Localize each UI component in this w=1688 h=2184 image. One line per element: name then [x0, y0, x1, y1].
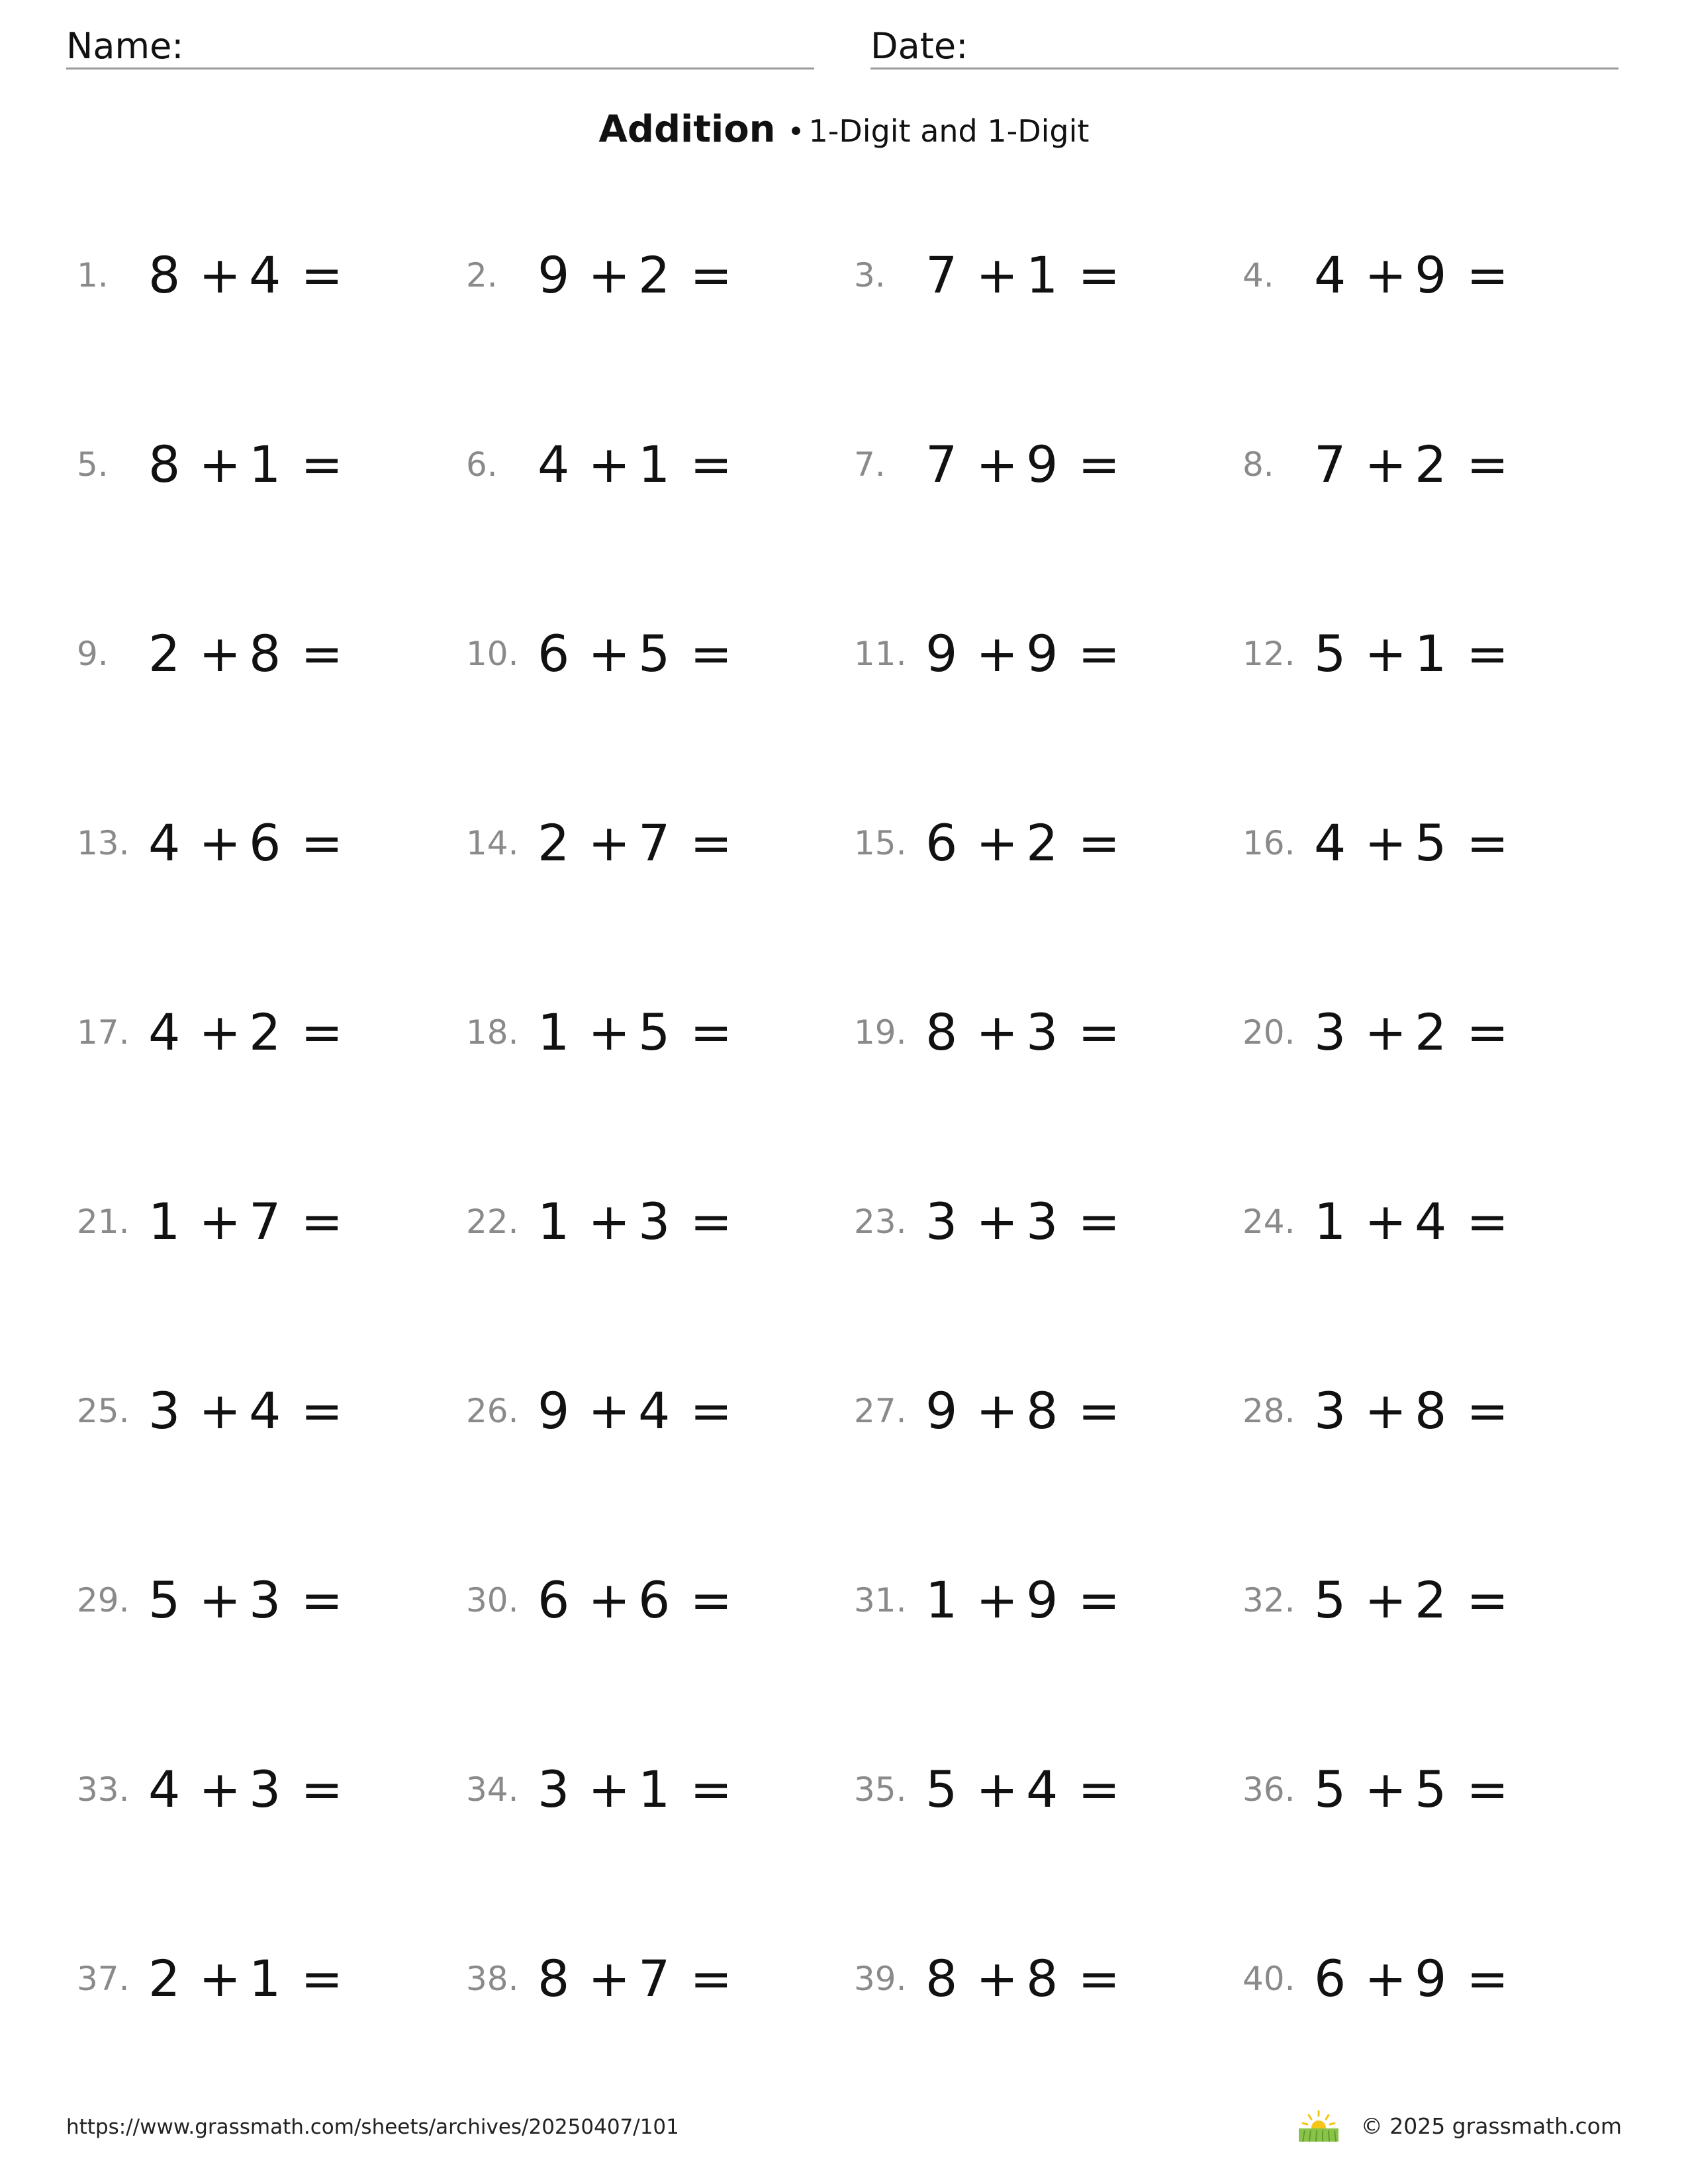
- plus-operator: +: [1364, 246, 1407, 304]
- problem-expression: [148, 1191, 343, 1252]
- problem-expression: [148, 813, 343, 874]
- plus-operator: +: [976, 624, 1019, 683]
- operand-b: 3: [249, 1570, 281, 1629]
- plus-operator: +: [588, 1760, 631, 1819]
- problem-expression: [1314, 813, 1509, 874]
- equals-sign: =: [1466, 813, 1509, 872]
- problem-item: [854, 1191, 1238, 1257]
- operand-a: 2: [148, 1949, 181, 2008]
- operand-b: 9: [1026, 435, 1058, 494]
- operand-a: 5: [1314, 624, 1346, 683]
- operand-a: 3: [538, 1760, 570, 1819]
- problem-item: [77, 1759, 461, 1825]
- problem-item: [854, 434, 1238, 500]
- equals-sign: =: [690, 1949, 733, 2008]
- problem-item: [854, 1759, 1238, 1825]
- problem-number: 29.: [77, 1581, 130, 1619]
- problem-expression: [925, 245, 1120, 306]
- problem-number: 20.: [1243, 1013, 1295, 1052]
- problem-item: [1243, 1381, 1626, 1447]
- operand-a: 3: [148, 1381, 181, 1440]
- equals-sign: =: [690, 1003, 733, 1062]
- operand-a: 4: [1314, 246, 1346, 304]
- problem-item: [466, 1759, 850, 1825]
- problem-expression: [148, 434, 343, 495]
- plus-operator: +: [1364, 1949, 1407, 2008]
- plus-operator: +: [199, 624, 242, 683]
- operand-b: 8: [1415, 1381, 1447, 1440]
- operand-b: 1: [638, 435, 671, 494]
- plus-operator: +: [588, 813, 631, 872]
- problem-item: [77, 1191, 461, 1257]
- equals-sign: =: [301, 624, 344, 683]
- equals-sign: =: [1466, 1570, 1509, 1629]
- equals-sign: =: [1078, 1381, 1121, 1440]
- problem-item: [77, 245, 461, 311]
- worksheet-title: [0, 105, 1688, 163]
- problem-item: [77, 623, 461, 690]
- plus-operator: +: [199, 246, 242, 304]
- problem-item: [466, 1191, 850, 1257]
- problem-item: [854, 1948, 1238, 2015]
- problem-number: 38.: [466, 1960, 519, 1998]
- equals-sign: =: [301, 435, 344, 494]
- footer-url: https://www.grassmath.com/sheets/archives/20250407/101: [66, 2115, 679, 2139]
- operand-b: 7: [638, 813, 671, 872]
- operand-b: 4: [638, 1381, 671, 1440]
- problem-item: [854, 1002, 1238, 1068]
- problem-item: [1243, 1759, 1626, 1825]
- problem-number: 17.: [77, 1013, 130, 1052]
- operand-b: 5: [1415, 1760, 1447, 1819]
- operand-b: 4: [249, 1381, 281, 1440]
- plus-operator: +: [199, 435, 242, 494]
- operand-b: 9: [1026, 624, 1058, 683]
- problem-expression: [1314, 245, 1509, 306]
- plus-operator: +: [976, 1570, 1019, 1629]
- operand-b: 7: [638, 1949, 671, 2008]
- problem-expression: [1314, 1191, 1509, 1252]
- problem-number: 13.: [77, 824, 130, 862]
- equals-sign: =: [690, 624, 733, 683]
- problem-number: 5.: [77, 445, 109, 484]
- equals-sign: =: [1078, 1760, 1121, 1819]
- problem-expression: [925, 1381, 1120, 1441]
- problem-expression: [925, 1570, 1120, 1631]
- problem-number: 8.: [1243, 445, 1274, 484]
- title-subtitle: 1-Digit and 1-Digit: [808, 113, 1090, 149]
- equals-sign: =: [690, 1760, 733, 1819]
- problem-item: [466, 1002, 850, 1068]
- plus-operator: +: [976, 435, 1019, 494]
- problem-expression: [925, 623, 1120, 684]
- equals-sign: =: [301, 1949, 344, 2008]
- equals-sign: =: [690, 1570, 733, 1629]
- plus-operator: +: [1364, 624, 1407, 683]
- problem-expression: [148, 1759, 343, 1820]
- equals-sign: =: [1466, 624, 1509, 683]
- operand-a: 8: [148, 435, 181, 494]
- grass-sun-logo-icon: [1296, 2110, 1341, 2143]
- equals-sign: =: [690, 813, 733, 872]
- operand-a: 4: [148, 1003, 181, 1062]
- operand-b: 9: [1415, 246, 1447, 304]
- equals-sign: =: [1466, 435, 1509, 494]
- problem-expression: [148, 1570, 343, 1631]
- problem-item: [854, 1570, 1238, 1636]
- equals-sign: =: [690, 1192, 733, 1251]
- operand-a: 1: [538, 1003, 570, 1062]
- operand-b: 2: [638, 246, 671, 304]
- problem-item: [1243, 623, 1626, 690]
- plus-operator: +: [199, 813, 242, 872]
- plus-operator: +: [1364, 1570, 1407, 1629]
- problem-number: 35.: [854, 1770, 907, 1809]
- equals-sign: =: [690, 246, 733, 304]
- equals-sign: =: [301, 1003, 344, 1062]
- operand-b: 5: [1415, 813, 1447, 872]
- problem-number: 23.: [854, 1203, 907, 1241]
- operand-a: 2: [148, 624, 181, 683]
- operand-b: 3: [638, 1192, 671, 1251]
- problem-expression: [538, 1381, 732, 1441]
- problem-expression: [538, 245, 732, 306]
- problem-expression: [1314, 1759, 1509, 1820]
- operand-a: 5: [1314, 1570, 1346, 1629]
- plus-operator: +: [1364, 1381, 1407, 1440]
- problem-number: 34.: [466, 1770, 519, 1809]
- operand-a: 3: [1314, 1381, 1346, 1440]
- equals-sign: =: [1078, 1949, 1121, 2008]
- problem-item: [854, 245, 1238, 311]
- operand-b: 1: [638, 1760, 671, 1819]
- problem-expression: [538, 813, 732, 874]
- problem-item: [1243, 1002, 1626, 1068]
- problem-expression: [1314, 623, 1509, 684]
- operand-a: 3: [925, 1192, 958, 1251]
- equals-sign: =: [690, 1381, 733, 1440]
- operand-b: 7: [249, 1192, 281, 1251]
- plus-operator: +: [976, 1192, 1019, 1251]
- operand-a: 9: [538, 246, 570, 304]
- operand-b: 4: [1026, 1760, 1058, 1819]
- operand-b: 3: [1026, 1003, 1058, 1062]
- operand-b: 3: [1026, 1192, 1058, 1251]
- equals-sign: =: [301, 1570, 344, 1629]
- operand-a: 5: [1314, 1760, 1346, 1819]
- problem-item: [466, 1381, 850, 1447]
- operand-b: 1: [1415, 624, 1447, 683]
- problem-item: [77, 1381, 461, 1447]
- equals-sign: =: [1078, 435, 1121, 494]
- problem-item: [1243, 245, 1626, 311]
- problem-number: 28.: [1243, 1392, 1295, 1430]
- operand-a: 5: [925, 1760, 958, 1819]
- operand-a: 7: [1314, 435, 1346, 494]
- operand-a: 6: [925, 813, 958, 872]
- plus-operator: +: [199, 1003, 242, 1062]
- equals-sign: =: [1078, 1003, 1121, 1062]
- problem-item: [854, 1381, 1238, 1447]
- operand-a: 3: [1314, 1003, 1346, 1062]
- problem-number: 21.: [77, 1203, 130, 1241]
- problem-number: 11.: [854, 635, 907, 673]
- operand-b: 1: [249, 1949, 281, 2008]
- footer-branding: [1296, 2109, 1622, 2144]
- problem-number: 37.: [77, 1960, 130, 1998]
- operand-b: 8: [1026, 1381, 1058, 1440]
- operand-a: 4: [148, 813, 181, 872]
- problem-expression: [538, 623, 732, 684]
- problem-item: [1243, 1948, 1626, 2015]
- operand-a: 9: [925, 1381, 958, 1440]
- plus-operator: +: [199, 1381, 242, 1440]
- plus-operator: +: [1364, 1760, 1407, 1819]
- problem-number: 19.: [854, 1013, 907, 1052]
- problem-expression: [925, 434, 1120, 495]
- problem-item: [1243, 434, 1626, 500]
- operand-b: 4: [1415, 1192, 1447, 1251]
- equals-sign: =: [1466, 246, 1509, 304]
- problem-number: 24.: [1243, 1203, 1295, 1241]
- problem-expression: [1314, 1948, 1509, 2009]
- problem-item: [466, 245, 850, 311]
- title-main: Addition: [598, 108, 776, 151]
- problem-item: [77, 1570, 461, 1636]
- plus-operator: +: [588, 1192, 631, 1251]
- operand-b: 3: [249, 1760, 281, 1819]
- problem-number: 15.: [854, 824, 907, 862]
- plus-operator: +: [199, 1949, 242, 2008]
- problem-item: [466, 623, 850, 690]
- operand-b: 2: [1415, 1003, 1447, 1062]
- name-field[interactable]: [66, 26, 814, 69]
- operand-b: 2: [1026, 813, 1058, 872]
- problem-expression: [538, 1759, 732, 1820]
- operand-a: 7: [925, 435, 958, 494]
- operand-a: 1: [538, 1192, 570, 1251]
- problem-number: 10.: [466, 635, 519, 673]
- problem-expression: [1314, 434, 1509, 495]
- problem-item: [1243, 813, 1626, 879]
- plus-operator: +: [199, 1192, 242, 1251]
- problem-number: 33.: [77, 1770, 130, 1809]
- operand-a: 4: [538, 435, 570, 494]
- equals-sign: =: [301, 1192, 344, 1251]
- problem-number: 18.: [466, 1013, 519, 1052]
- equals-sign: =: [1078, 813, 1121, 872]
- operand-a: 1: [1314, 1192, 1346, 1251]
- plus-operator: +: [588, 1949, 631, 2008]
- equals-sign: =: [1466, 1192, 1509, 1251]
- problem-expression: [538, 1570, 732, 1631]
- operand-b: 2: [1415, 435, 1447, 494]
- problem-number: 40.: [1243, 1960, 1295, 1998]
- plus-operator: +: [588, 246, 631, 304]
- problem-number: 9.: [77, 635, 109, 673]
- plus-operator: +: [588, 1003, 631, 1062]
- operand-b: 1: [249, 435, 281, 494]
- operand-a: 5: [148, 1570, 181, 1629]
- problem-item: [1243, 1570, 1626, 1636]
- plus-operator: +: [588, 624, 631, 683]
- problem-expression: [1314, 1381, 1509, 1441]
- problem-expression: [148, 1002, 343, 1063]
- operand-b: 8: [1026, 1949, 1058, 2008]
- operand-a: 6: [538, 624, 570, 683]
- plus-operator: +: [976, 1381, 1019, 1440]
- plus-operator: +: [1364, 435, 1407, 494]
- problem-expression: [538, 434, 732, 495]
- problem-expression: [148, 1381, 343, 1441]
- problem-item: [466, 434, 850, 500]
- problem-number: 36.: [1243, 1770, 1295, 1809]
- problem-item: [77, 434, 461, 500]
- equals-sign: =: [1078, 1570, 1121, 1629]
- problem-number: 39.: [854, 1960, 907, 1998]
- problem-expression: [925, 1191, 1120, 1252]
- problem-expression: [925, 813, 1120, 874]
- problem-number: 4.: [1243, 256, 1274, 295]
- operand-a: 1: [148, 1192, 181, 1251]
- plus-operator: +: [199, 1760, 242, 1819]
- problem-expression: [538, 1191, 732, 1252]
- problem-item: [466, 1948, 850, 2015]
- equals-sign: =: [301, 246, 344, 304]
- problem-expression: [925, 1948, 1120, 2009]
- plus-operator: +: [588, 435, 631, 494]
- equals-sign: =: [301, 1381, 344, 1440]
- operand-a: 8: [925, 1949, 958, 2008]
- problem-number: 12.: [1243, 635, 1295, 673]
- problem-number: 7.: [854, 445, 886, 484]
- problem-item: [77, 1002, 461, 1068]
- problem-number: 1.: [77, 256, 109, 295]
- operand-b: 9: [1026, 1570, 1058, 1629]
- operand-a: 2: [538, 813, 570, 872]
- problem-number: 14.: [466, 824, 519, 862]
- operand-a: 1: [925, 1570, 958, 1629]
- plus-operator: +: [1364, 813, 1407, 872]
- equals-sign: =: [1466, 1003, 1509, 1062]
- equals-sign: =: [1466, 1949, 1509, 2008]
- operand-b: 2: [249, 1003, 281, 1062]
- problem-item: [77, 1948, 461, 2015]
- equals-sign: =: [1466, 1381, 1509, 1440]
- operand-a: 7: [925, 246, 958, 304]
- problem-expression: [1314, 1002, 1509, 1063]
- operand-a: 6: [538, 1570, 570, 1629]
- problem-number: 31.: [854, 1581, 907, 1619]
- plus-operator: +: [976, 1760, 1019, 1819]
- operand-a: 8: [538, 1949, 570, 2008]
- name-label: Name:: [66, 25, 184, 67]
- date-field[interactable]: [870, 26, 1618, 69]
- problem-grid: [0, 245, 1688, 2138]
- problem-number: 16.: [1243, 824, 1295, 862]
- problem-item: [466, 813, 850, 879]
- problem-expression: [538, 1002, 732, 1063]
- operand-b: 4: [249, 246, 281, 304]
- operand-a: 8: [148, 246, 181, 304]
- operand-a: 4: [1314, 813, 1346, 872]
- equals-sign: =: [1078, 246, 1121, 304]
- problem-item: [854, 623, 1238, 690]
- operand-b: 9: [1415, 1949, 1447, 2008]
- date-label: Date:: [870, 25, 968, 67]
- operand-b: 6: [638, 1570, 671, 1629]
- problem-item: [1243, 1191, 1626, 1257]
- problem-expression: [925, 1759, 1120, 1820]
- operand-a: 6: [1314, 1949, 1346, 2008]
- operand-b: 6: [249, 813, 281, 872]
- operand-a: 9: [925, 624, 958, 683]
- problem-number: 25.: [77, 1392, 130, 1430]
- plus-operator: +: [976, 1003, 1019, 1062]
- operand-b: 2: [1415, 1570, 1447, 1629]
- operand-b: 1: [1026, 246, 1058, 304]
- equals-sign: =: [1078, 1192, 1121, 1251]
- operand-a: 8: [925, 1003, 958, 1062]
- plus-operator: +: [976, 246, 1019, 304]
- equals-sign: =: [690, 435, 733, 494]
- plus-operator: +: [588, 1570, 631, 1629]
- problem-number: 32.: [1243, 1581, 1295, 1619]
- problem-item: [77, 813, 461, 879]
- title-separator: •: [787, 115, 805, 149]
- equals-sign: =: [301, 1760, 344, 1819]
- operand-b: 5: [638, 624, 671, 683]
- plus-operator: +: [1364, 1003, 1407, 1062]
- plus-operator: +: [976, 1949, 1019, 2008]
- footer-copyright: © 2025 grassmath.com: [1360, 2113, 1622, 2139]
- problem-expression: [538, 1948, 732, 2009]
- problem-expression: [148, 245, 343, 306]
- problem-number: 22.: [466, 1203, 519, 1241]
- operand-a: 9: [538, 1381, 570, 1440]
- problem-expression: [148, 623, 343, 684]
- equals-sign: =: [1466, 1760, 1509, 1819]
- plus-operator: +: [588, 1381, 631, 1440]
- plus-operator: +: [1364, 1192, 1407, 1251]
- problem-number: 30.: [466, 1581, 519, 1619]
- plus-operator: +: [199, 1570, 242, 1629]
- equals-sign: =: [1078, 624, 1121, 683]
- problem-number: 2.: [466, 256, 498, 295]
- operand-a: 4: [148, 1760, 181, 1819]
- problem-number: 27.: [854, 1392, 907, 1430]
- equals-sign: =: [301, 813, 344, 872]
- plus-operator: +: [976, 813, 1019, 872]
- operand-b: 8: [249, 624, 281, 683]
- problem-number: 3.: [854, 256, 886, 295]
- problem-number: 26.: [466, 1392, 519, 1430]
- problem-expression: [1314, 1570, 1509, 1631]
- problem-expression: [925, 1002, 1120, 1063]
- problem-expression: [148, 1948, 343, 2009]
- operand-b: 5: [638, 1003, 671, 1062]
- problem-number: 6.: [466, 445, 498, 484]
- problem-item: [466, 1570, 850, 1636]
- problem-item: [854, 813, 1238, 879]
